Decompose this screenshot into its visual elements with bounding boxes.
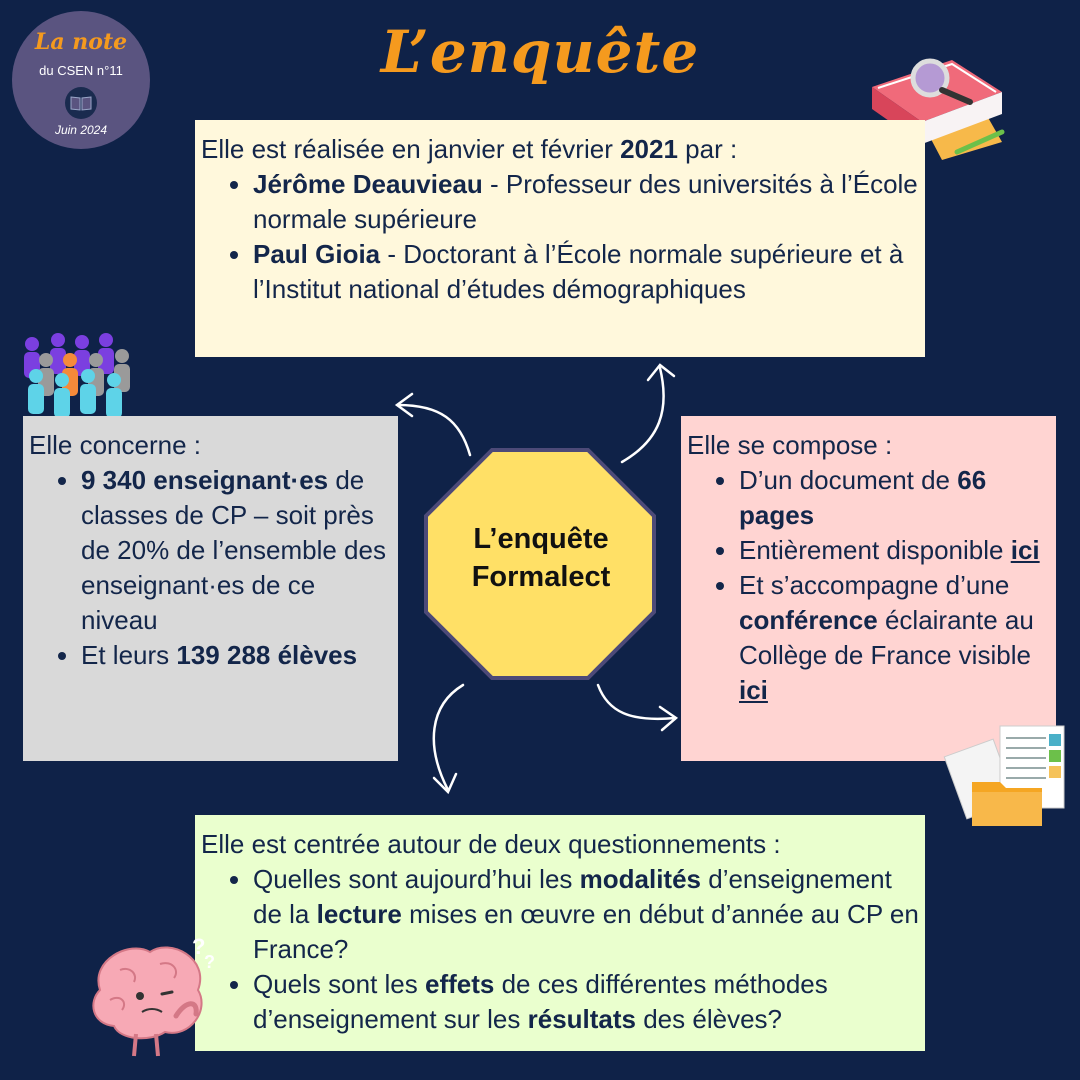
badge-title: La note [34,29,128,55]
survey-year: 2021 [620,134,678,164]
thinking-brain-icon [80,930,220,1064]
author-name: Jérôme Deauvieau [253,169,483,199]
list-item: • Et s’accompagne d’une conférence éclairante au Collège de France visible ici [739,568,1050,708]
list-item: • 9 340 enseignant·es de classes de CP – soit près de 20% de l’ensemble des enseignant·es de ce niveau [81,463,392,638]
contents-intro: Elle se compose : [687,430,893,460]
badge-date: Juin 2024 [54,123,108,137]
svg-text:?: ? [204,952,215,972]
arrow-to-bottom [434,685,463,790]
scope-intro: Elle concerne : [29,430,201,460]
badge-subtitle: du CSEN n°11 [39,63,123,78]
authors-intro: Elle est réalisée en janvier et février 2021 par : [201,134,738,164]
questions-intro: Elle est centrée autour de deux questionnements : [201,829,781,859]
list-item: • Entièrement disponible ici [739,533,1050,568]
page-title: L’enquête [380,18,700,86]
author-desc: - Doctorant à l’École normale supérieure et à l’Institut national d’études démographiques [253,239,904,304]
center-label: L’enquête Formalect [471,523,611,593]
author-desc: - Professeur des universités à l’École normale supérieure [253,169,918,234]
list-item: • D’un document de 66 pages [739,463,1050,533]
document-link[interactable]: ici [1010,535,1040,565]
author-name: Paul Gioia [253,239,381,269]
list-item: • Quelles sont aujourd’hui les modalités d’enseignement de la lecture mises en œuvre en début d’année au CP en France? [253,862,919,967]
svg-text:?: ? [192,934,206,959]
conference-link[interactable]: ici [739,675,768,705]
arrow-to-right [598,685,675,719]
research-questions-box [195,815,925,1051]
list-item: • Et leurs 139 288 élèves [81,638,392,673]
questions-list [201,862,919,1037]
list-item: • Quels sont les effets de ces différentes méthodes d’enseignement sur les résultats des élèves? [253,967,919,1037]
